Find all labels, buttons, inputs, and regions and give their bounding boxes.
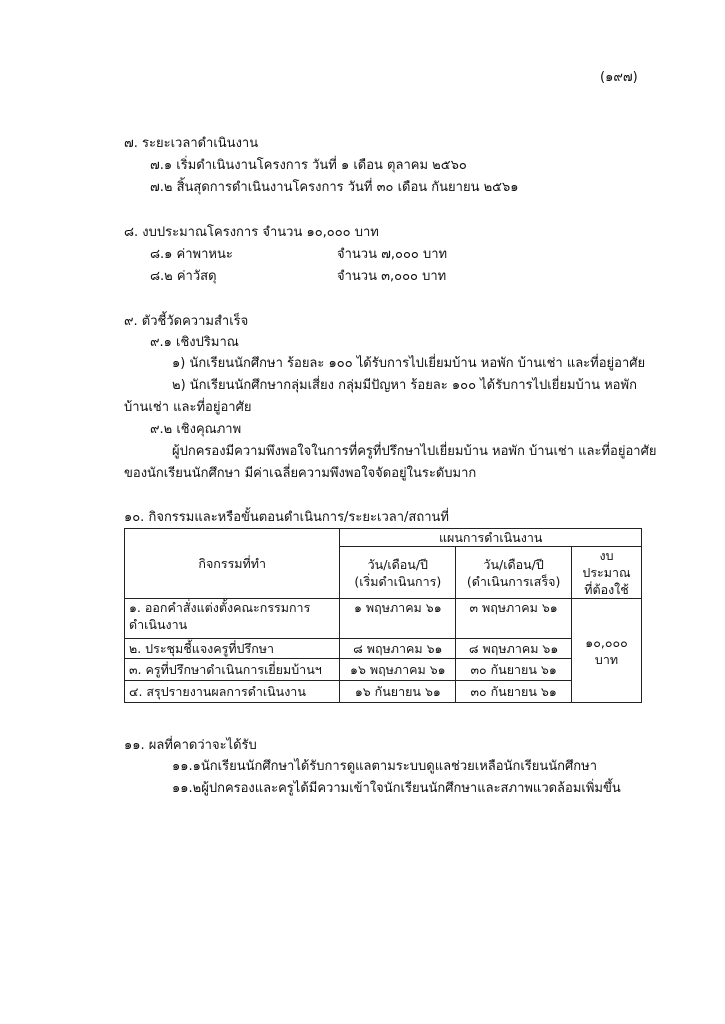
section10-heading: ๑๐. กิจกรรมและหรือขั้นตอนดำเนินการ/ระยะเวลา/สถานที่ <box>124 510 449 525</box>
col-end-header: วัน/เดือน/ปี (ดำเนินการเสร็จ) <box>456 547 572 599</box>
activity-cell: ๒. ประชุมชี้แจงครูที่ปรึกษา <box>125 639 340 659</box>
quantitative-item-1: ๑) นักเรียนนักศึกษา ร้อยละ ๑๐๐ ได้รับการไปเยี่ยมบ้าน หอพัก บ้านเช่า และที่อยู่อาศัย <box>172 356 646 371</box>
budget-item-label: ๘.๑ ค่าพาหนะ <box>150 247 233 262</box>
col-start-header: วัน/เดือน/ปี (เริ่มดำเนินการ) <box>340 547 456 599</box>
qualitative-text-1: ผู้ปกครองมีความพึงพอใจในการที่ครูที่ปรึกษาไปเยี่ยมบ้าน หอพัก บ้านเช่า และที่อยู่อาศัย <box>172 444 657 459</box>
section8-heading: ๘. งบประมาณโครงการ จำนวน ๑๐,๐๐๐ บาท <box>124 225 379 240</box>
quantitative-subheading: ๙.๑ เชิงปริมาณ <box>150 335 239 350</box>
section7-end: ๗.๒ สิ้นสุดการดำเนินงานโครงการ วันที่ ๓๐ เดือน กันยายน ๒๕๖๑ <box>150 180 519 195</box>
activity-cell: ๔. สรุปรายงานผลการดำเนินงาน <box>125 681 340 703</box>
start-date-cell: ๑ พฤษภาคม ๖๑ <box>340 599 456 639</box>
activity-cell: ๓. ครูที่ปรึกษาดำเนินการเยี่ยมบ้านฯ <box>125 659 340 681</box>
section11-heading: ๑๑. ผลที่คาดว่าจะได้รับ <box>124 738 257 753</box>
end-date-cell: ๓๐ กันยายน ๖๑ <box>456 681 572 703</box>
budget-item-amount: จำนวน ๓,๐๐๐ บาท <box>337 269 447 284</box>
end-date-cell: ๘ พฤษภาคม ๖๑ <box>456 639 572 659</box>
col-activity-header: กิจกรรมที่ทำ <box>125 529 340 599</box>
budget-cell: ๑๐,๐๐๐ บาท <box>572 599 642 703</box>
qualitative-subheading: ๙.๒ เชิงคุณภาพ <box>150 422 242 437</box>
section7-heading: ๗. ระยะเวลาดำเนินงาน <box>124 136 259 151</box>
table-row <box>125 599 642 639</box>
end-date-cell: ๓ พฤษภาคม ๖๑ <box>456 599 572 639</box>
budget-item-amount: จำนวน ๗,๐๐๐ บาท <box>337 247 448 262</box>
expected-result-1: ๑๑.๑นักเรียนนักศึกษาได้รับการดูแลตามระบบดูแลช่วยเหลือนักเรียนนักศึกษา <box>172 759 598 774</box>
start-date-cell: ๑๖ กันยายน ๖๑ <box>340 681 456 703</box>
col-plan-header: แผนการดำเนินงาน <box>340 529 642 547</box>
start-date-cell: ๑๖ พฤษภาคม ๖๑ <box>340 659 456 681</box>
table-row <box>125 681 642 703</box>
section7-start: ๗.๑ เริ่มดำเนินงานโครงการ วันที่ ๑ เดือน ตุลาคม ๒๕๖๐ <box>150 158 467 173</box>
expected-result-2: ๑๑.๒ผู้ปกครองและครูได้มีความเข้าใจนักเรียนนักศึกษาและสภาพแวดล้อมเพิ่มขึ้น <box>172 781 621 796</box>
table-row <box>125 659 642 681</box>
end-date-cell: ๓๐ กันยายน ๖๑ <box>456 659 572 681</box>
col-budget-header: งบประมาณ ที่ต้องใช้ <box>572 547 642 599</box>
budget-item-label: ๘.๒ ค่าวัสดุ <box>150 269 217 284</box>
quantitative-item-2-cont: บ้านเช่า และที่อยู่อาศัย <box>124 400 252 415</box>
table-row <box>125 639 642 659</box>
start-date-cell: ๘ พฤษภาคม ๖๑ <box>340 639 456 659</box>
activity-plan-table <box>124 528 642 703</box>
quantitative-item-2: ๒) นักเรียนนักศึกษากลุ่มเสี่ยง กลุ่มมีปัญหา ร้อยละ ๑๐๐ ได้รับการไปเยี่ยมบ้าน หอพัก <box>172 378 637 393</box>
page-number: (๑๙๗) <box>600 70 638 85</box>
activity-cell: ๑. ออกคำสั่งแต่งตั้งคณะกรรมการ ดำเนินงาน <box>125 599 340 639</box>
qualitative-text-2: ของนักเรียนนักศึกษา มีค่าเฉลี่ยความพึงพอใจจัดอยู่ในระดับมาก <box>124 466 477 481</box>
section9-heading: ๙. ตัวชี้วัดความสำเร็จ <box>124 314 249 329</box>
